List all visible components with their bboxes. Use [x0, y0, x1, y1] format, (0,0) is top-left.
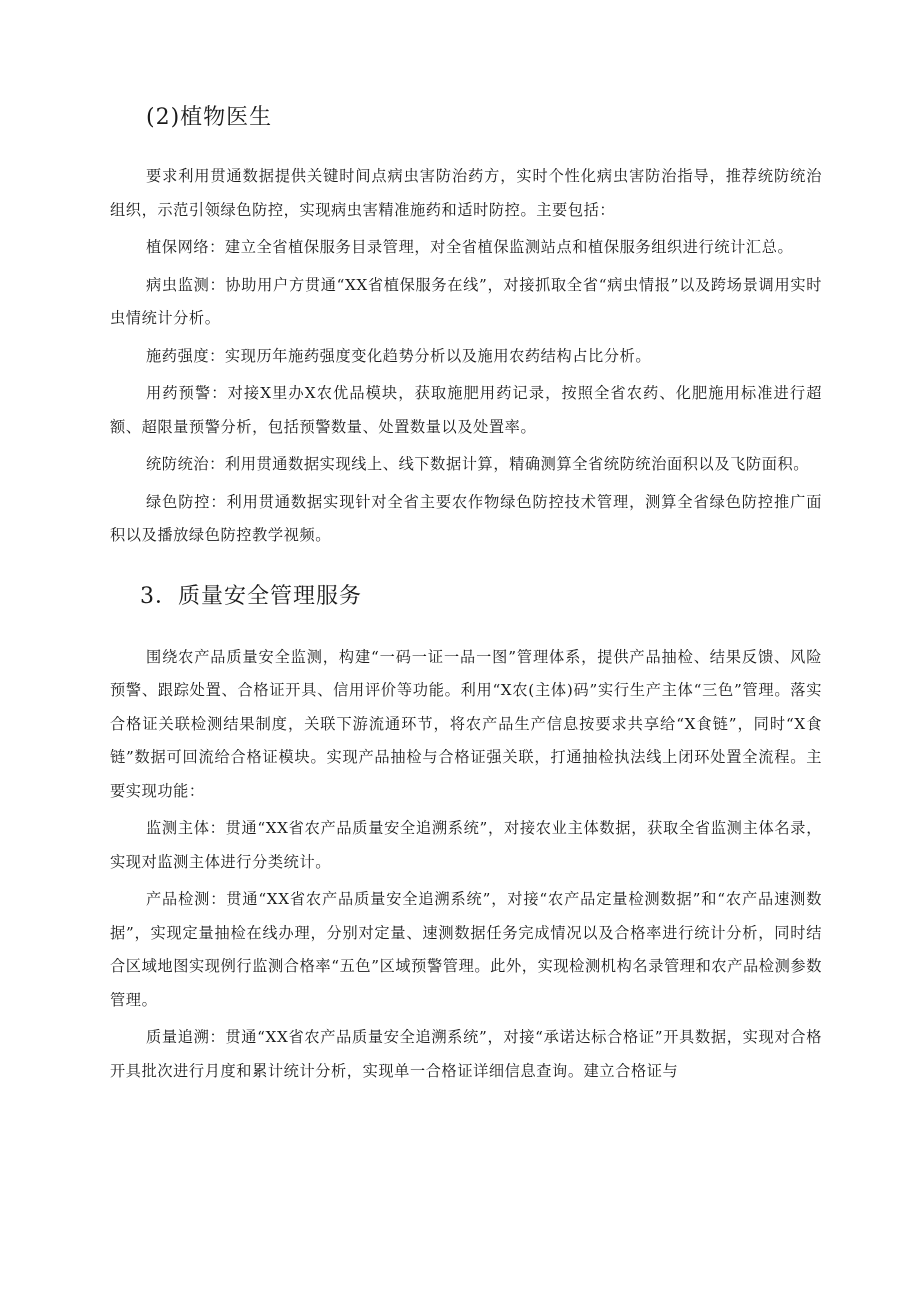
paragraph-plant-protection-network: 植保网络：建立全省植保服务目录管理，对全省植保监测站点和植保服务组织进行统计汇总。 — [146, 238, 794, 256]
paragraph-pest-monitoring: 病虫监测：协助用户方贯通“XX省植保服务在线”，对接抓取全省“病虫情报”以及跨场景调用实时虫情统计分析。 — [110, 275, 822, 327]
paragraph-plant-doctor-intro: 要求利用贯通数据提供关键时间点病虫害防治药方，实时个性化病虫害防治指导，推荐统防统治组织，示范引领绿色防控，实现病虫害精准施药和适时防控。主要包括： — [110, 167, 822, 219]
subsection-heading-plant-doctor: (2)植物医生 — [146, 105, 273, 130]
paragraph-quality-traceability: 质量追溯：贯通“XX省农产品质量安全追溯系统”，对接“承诺达标合格证”开具数据，实现对合格开具批次进行月度和累计统计分析，实现单一合格证详细信息查询。建立合格证与 — [110, 1028, 822, 1080]
paragraph-product-testing: 产品检测：贯通“XX省农产品质量安全追溯系统”，对接“农产品定量检测数据”和“农产品速测数据”，实现定量抽检在线办理，分别对定量、速测数据任务完成情况以及合格率进行统计分析，同时结合区域地图实现例行监测合格率“五色”区域预警管理。此外，实现检测机构名录管理和农产品检测参数管理。 — [110, 890, 822, 1009]
document-body — [110, 96, 822, 1092]
paragraph-unified-prevention: 统防统治：利用贯通数据实现线上、线下数据计算，精确测算全省统防统治面积以及飞防面积。 — [146, 455, 810, 473]
paragraph-medication-warning: 用药预警：对接X里办X农优品模块，获取施肥用药记录，按照全省农药、化肥施用标准进行超额、超限量预警分析，包括预警数量、处置数量以及处置率。 — [110, 384, 822, 436]
paragraph-quality-intro: 围绕农产品质量安全监测，构建“一码一证一品一图”管理体系，提供产品抽检、结果反馈、风险预警、跟踪处置、合格证开具、信用评价等功能。利用“X农(主体)码”实行生产主体“三色”管理。落实合格证关联检测结果制度，关联下游流通环节，将农产品生产信息按要求共享给“X食链”，同时“X食链”数据可回流给合格证模块。实现产品抽检与合格证强关联，打通抽检执法线上闭环处置全流程。主要实现功能： — [110, 647, 822, 800]
paragraph-green-control: 绿色防控：利用贯通数据实现针对全省主要农作物绿色防控技术管理，测算全省绿色防控推广面积以及播放绿色防控教学视频。 — [110, 492, 822, 544]
paragraph-monitoring-subject: 监测主体：贯通“XX省农产品质量安全追溯系统”，对接农业主体数据，获取全省监测主体名录，实现对监测主体进行分类统计。 — [110, 819, 822, 871]
paragraph-pesticide-intensity: 施药强度：实现历年施药强度变化趋势分析以及施用农药结构占比分析。 — [146, 346, 652, 365]
section-heading-quality-safety: 3．质量安全管理服务 — [140, 583, 362, 609]
